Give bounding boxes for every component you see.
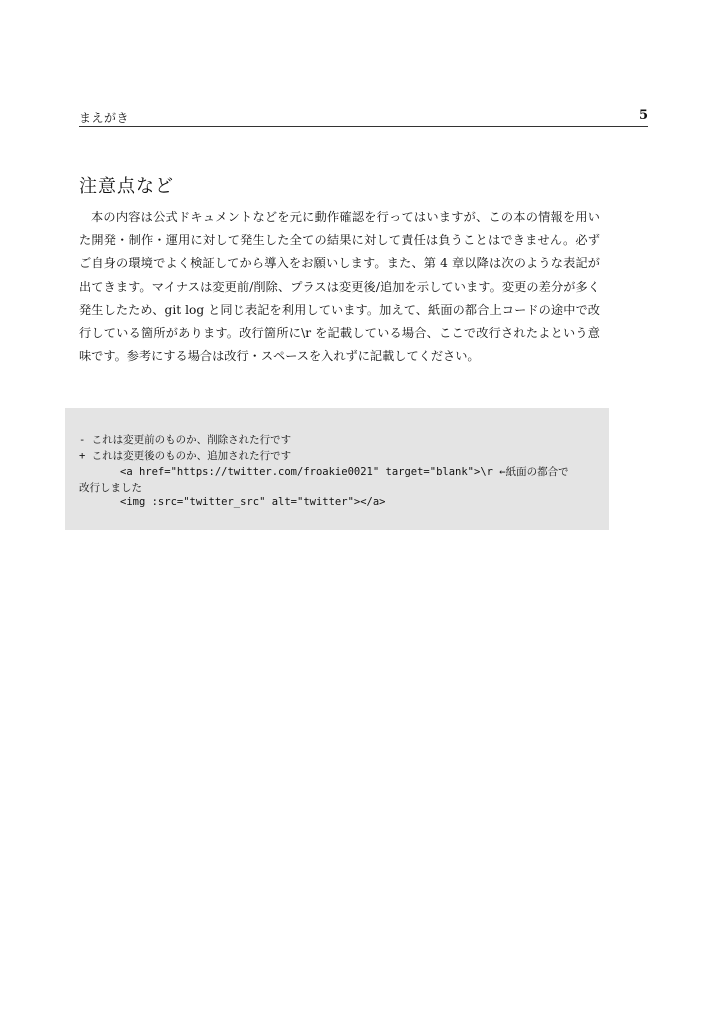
chapter-title: まえがき [79,111,130,125]
code-line-removed: - これは変更前のものか、削除された行です [79,434,292,446]
body-paragraph: 本の内容は公式ドキュメントなどを元に動作確認を行ってはいますが、この本の情報を用いた開発・制作・運用に対して発生した全ての結果に対して責任は負うことはできません。必ずご自身の環境でよく検証してから導入をお願いします。また、第 4 章以降は次のような表記が出てきます。マイナスは変更前/削除、プラスは変更後/追加を示しています。変更の差分が多く発生したため、git log と同じ表記を利用しています。加えて、紙面の都合上コードの途中で改行している箇所があります。改行箇所に\r を記載している場合、ここで改行されたよという意味です。参考にする場合は改行・スペースを入れずに記載してください。 [79,210,600,364]
running-header [79,108,648,127]
section-heading: 注意点など [79,176,174,197]
code-line-wrap-note: 改行しました [79,482,142,494]
code-block [65,408,609,530]
code-line-added: + これは変更後のものか、追加された行です [79,450,292,462]
page-number: 5 [638,108,648,123]
code-line-anchor: <a href="https://twitter.com/froakie0021" target="blank">\r ←紙面の都合で [120,466,569,478]
code-line-img: <img :src="twitter_src" alt="twitter"></a> [120,496,386,508]
